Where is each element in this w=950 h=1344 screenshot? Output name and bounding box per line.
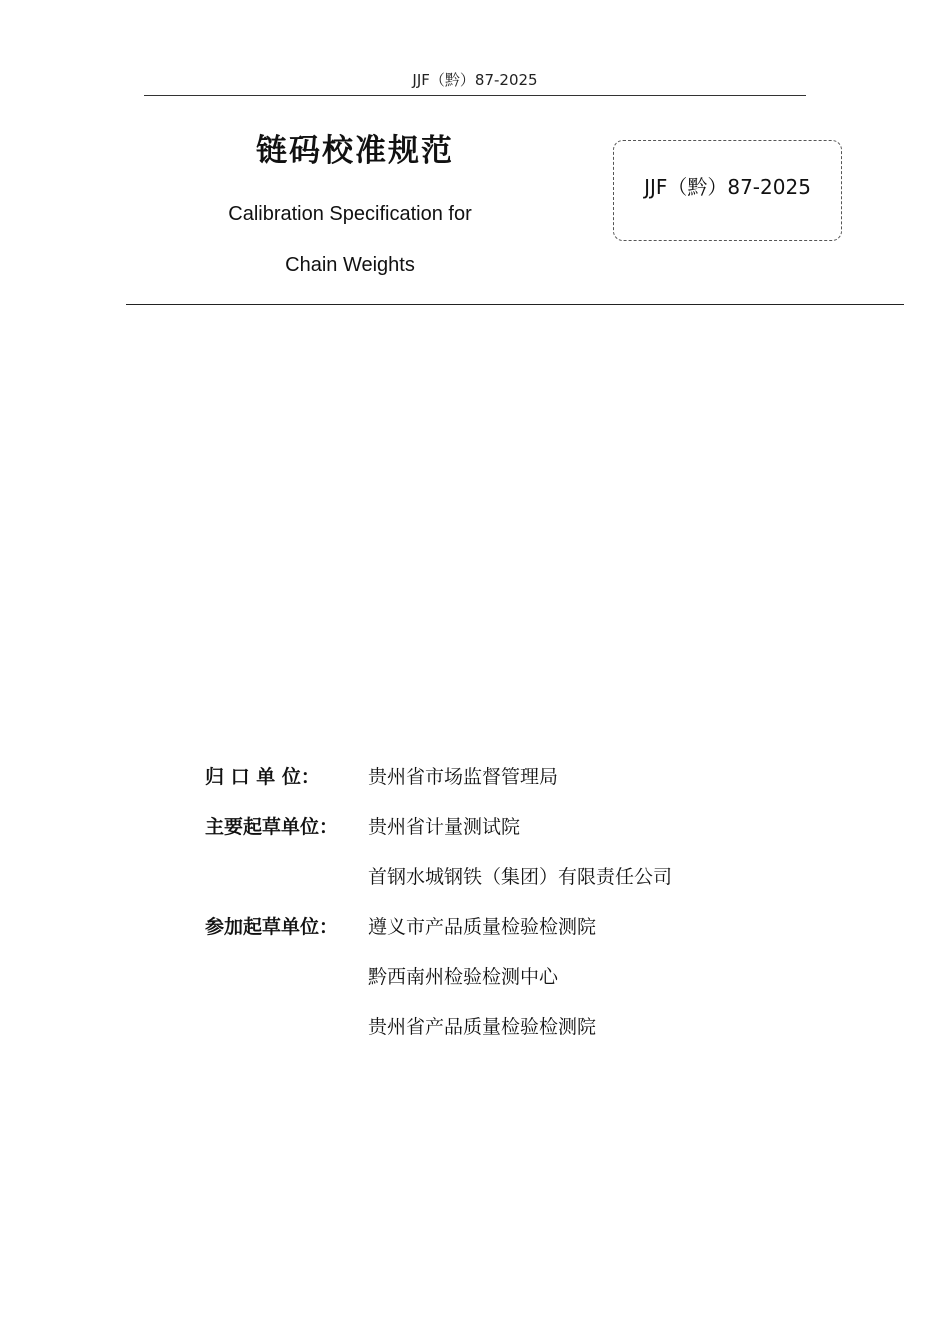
- participating-drafter-label: 参加起草单位：: [205, 916, 339, 938]
- header-divider: [144, 95, 806, 96]
- main-drafter-1: 贵州省计量测试院: [368, 816, 521, 838]
- running-header-code: JJF（黔）87-2025: [412, 71, 538, 89]
- participating-drafter-3: 贵州省产品质量检验检测院: [368, 1016, 597, 1038]
- authority-value: 贵州省市场监督管理局: [368, 766, 559, 788]
- specification-code-box: [613, 140, 842, 241]
- participating-drafter-2: 黔西南州检验检测中心: [368, 966, 559, 988]
- specification-code: JJF（黔）87-2025: [644, 174, 811, 199]
- authority-label: 归 口 单 位：: [205, 766, 320, 788]
- document-title-english-line2: Chain Weights: [285, 254, 415, 276]
- main-drafter-2: 首钢水城钢铁（集团）有限责任公司: [368, 866, 673, 888]
- participating-drafter-1: 遵义市产品质量检验检测院: [368, 916, 597, 938]
- title-divider: [126, 304, 904, 305]
- document-title-english-line1: Calibration Specification for: [228, 203, 472, 225]
- document-title-chinese: 链码校准规范: [256, 133, 454, 169]
- main-drafter-label: 主要起草单位：: [205, 816, 339, 838]
